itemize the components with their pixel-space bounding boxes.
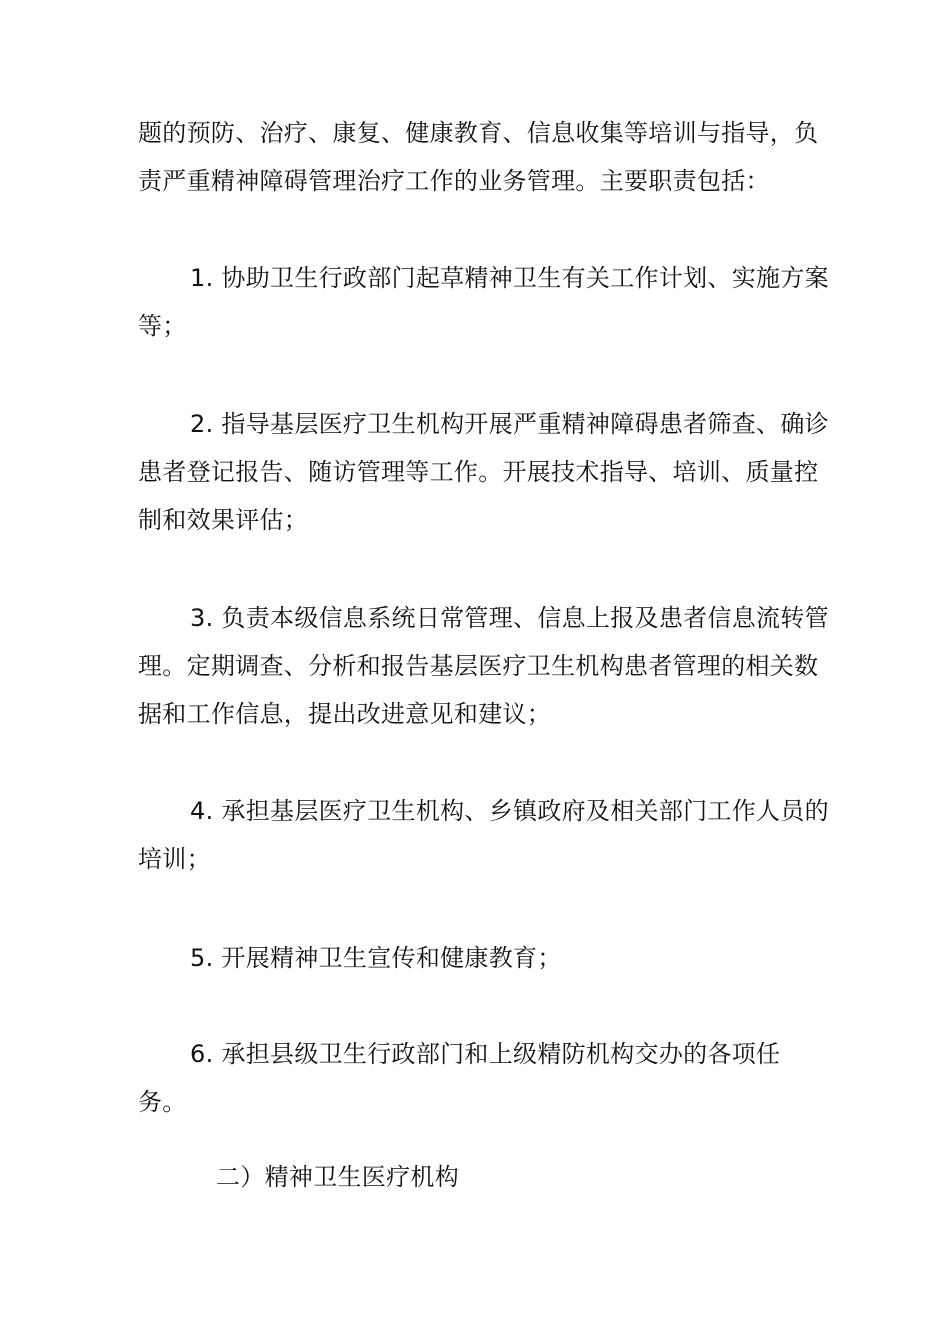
section-heading: 二）精神卫生医疗机构 [216,1163,459,1191]
duty-item-2: 2. 指导基层医疗卫生机构开展严重精神障碍患者筛查、确诊患者登记报告、随访管理等工作。开展技术指导、培训、质量控制和效果评估； [138,410,829,534]
duty-item-6: 6. 承担县级卫生行政部门和上级精防机构交办的各项任务。 [138,1040,781,1116]
duty-item-3: 3. 负责本级信息系统日常管理、信息上报及患者信息流转管理。定期调查、分析和报告基层医疗卫生机构患者管理的相关数据和工作信息，提出改进意见和建议； [138,604,829,728]
intro-paragraph: 题的预防、治疗、康复、健康教育、信息收集等培训与指导，负责严重精神障碍管理治疗工作的业务管理。主要职责包括： [138,119,819,195]
duty-item-4: 4. 承担基层医疗卫生机构、乡镇政府及相关部门工作人员的培训； [138,797,829,873]
duty-item-5: 5. 开展精神卫生宣传和健康教育； [190,944,562,972]
duty-item-1: 1. 协助卫生行政部门起草精神卫生有关工作计划、实施方案等； [138,264,829,340]
